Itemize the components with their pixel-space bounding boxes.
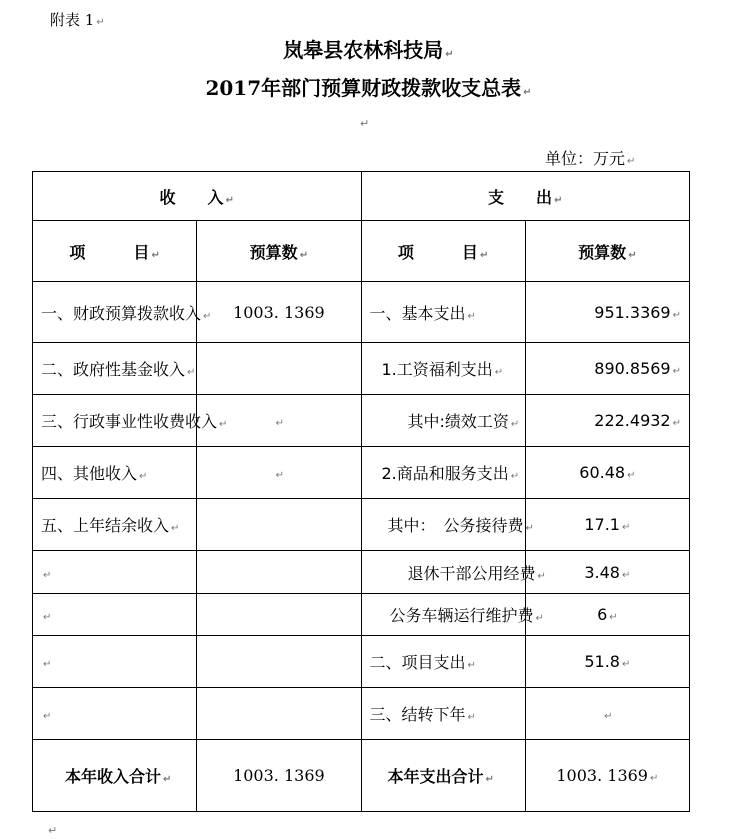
expense-amount: ↵ (525, 688, 689, 740)
paragraph-mark-icon: ↵ (96, 17, 105, 28)
column-header-row (33, 221, 690, 282)
expense-item: 退休干部公用经费 ↵ (361, 551, 525, 594)
income-item: ↵ (33, 594, 197, 636)
expense-amount: 3.48 ↵ (525, 551, 689, 594)
expense-amount: 51.8 ↵ (525, 636, 689, 688)
income-amount (197, 499, 361, 551)
expense-item: 二、项目支出 ↵ (361, 636, 525, 688)
table-row (33, 594, 690, 636)
expense-amount: 60.48 ↵ (525, 447, 689, 499)
table-row (33, 395, 690, 447)
income-item: ↵ (33, 636, 197, 688)
income-amount: ↵ (197, 447, 361, 499)
expense-item: 其中： 公务接待费 ↵ (361, 499, 525, 551)
expense-item: 三、结转下年 ↵ (361, 688, 525, 740)
table-row (33, 343, 690, 395)
expense-item-header: 项 目 ↵ (361, 221, 525, 282)
expense-total-label: 本年支出合计 ↵ (361, 740, 525, 812)
table-row (33, 499, 690, 551)
expense-total-amount: 1003. 1369 ↵ (525, 740, 689, 812)
total-row (33, 740, 690, 812)
income-item: 一、财政预算拨款收入 ↵ (33, 282, 197, 343)
income-amount (197, 688, 361, 740)
expense-amount: 951.3369 ↵ (525, 282, 689, 343)
income-amount (197, 636, 361, 688)
income-item: ↵ (33, 688, 197, 740)
expense-item: 2.商品和服务支出 ↵ (361, 447, 525, 499)
expense-item: 1.工资福利支出 ↵ (361, 343, 525, 395)
table-row (33, 688, 690, 740)
income-amount: ↵ (197, 395, 361, 447)
page-subtitle: 2017年部门预算财政拨款收支总表 ↵ (205, 76, 532, 100)
paragraph-mark-icon: ↵ (627, 156, 636, 167)
income-item: 二、政府性基金收入 ↵ (33, 343, 197, 395)
expense-budget-header: 预算数 ↵ (525, 221, 689, 282)
income-amount (197, 343, 361, 395)
expense-header: 支 出 ↵ (361, 172, 690, 221)
table-row (33, 447, 690, 499)
income-amount (197, 551, 361, 594)
attachment-label: 附表 1 ↵ (50, 11, 105, 29)
income-item: 四、其他收入 ↵ (33, 447, 197, 499)
paragraph-mark-icon: ↵ (445, 49, 454, 60)
expense-amount: 6 ↵ (525, 594, 689, 636)
income-item: 五、上年结余收入 ↵ (33, 499, 197, 551)
income-item-header: 项 目 ↵ (33, 221, 197, 282)
table-row (33, 636, 690, 688)
table-row (33, 551, 690, 594)
expense-amount: 17.1 ↵ (525, 499, 689, 551)
income-total-amount: 1003. 1369 (197, 740, 361, 812)
paragraph-mark-icon: ↵ (48, 824, 58, 837)
unit-label: 单位：万元 ↵ (545, 149, 636, 168)
table-row (33, 282, 690, 343)
expense-item: 公务车辆运行维护费 ↵ (361, 594, 525, 636)
income-amount (197, 594, 361, 636)
income-budget-header: 预算数 ↵ (197, 221, 361, 282)
paragraph-mark-icon: ↵ (360, 117, 370, 130)
income-total-label: 本年收入合计 ↵ (33, 740, 197, 812)
expense-item: 其中:绩效工资 ↵ (361, 395, 525, 447)
expense-item: 一、基本支出 ↵ (361, 282, 525, 343)
table-header-row (33, 172, 690, 221)
income-item: 三、行政事业性收费收入 ↵ (33, 395, 197, 447)
expense-amount: 222.4932 ↵ (525, 395, 689, 447)
income-header: 收 入 ↵ (33, 172, 362, 221)
income-amount: 1003. 1369 (197, 282, 361, 343)
budget-table (32, 171, 690, 812)
expense-amount: 890.8569 ↵ (525, 343, 689, 395)
income-item: ↵ (33, 551, 197, 594)
paragraph-mark-icon: ↵ (523, 87, 532, 98)
page-title: 岚皋县农林科技局 ↵ (283, 38, 454, 62)
